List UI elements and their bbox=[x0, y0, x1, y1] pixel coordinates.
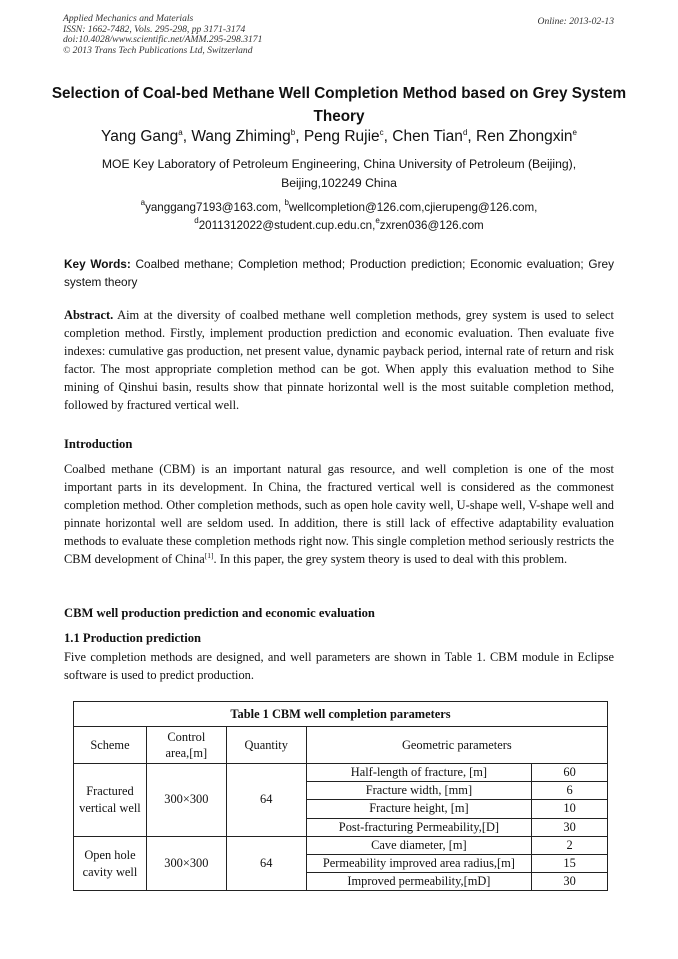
email-link[interactable]: yanggang7193@163.com, bbox=[145, 201, 285, 214]
author-emails bbox=[60, 199, 618, 235]
author-separator: , bbox=[295, 128, 304, 145]
control-area-cell: 300×300 bbox=[146, 764, 226, 837]
param-name-cell: Improved permeability,[mD] bbox=[306, 873, 531, 891]
scheme-cell bbox=[74, 764, 147, 837]
author-separator: , bbox=[383, 128, 393, 145]
citation-ref[interactable]: [1] bbox=[204, 551, 214, 561]
param-name-cell: Cave diameter, [m] bbox=[306, 836, 531, 854]
param-value-cell: 30 bbox=[532, 873, 608, 891]
parameters-table bbox=[73, 701, 608, 891]
email-mark: a bbox=[140, 198, 146, 207]
email-link[interactable]: wellcompletion@126.com,cjierupeng@126.com, bbox=[288, 201, 538, 214]
header-geometric-parameters: Geometric parameters bbox=[306, 727, 607, 764]
param-name-cell: Permeability improved area radius,[m] bbox=[306, 854, 531, 872]
param-name-cell: Fracture width, [mm] bbox=[306, 782, 531, 800]
introduction-heading: Introduction bbox=[64, 437, 133, 451]
email-mark: e bbox=[375, 216, 380, 225]
copyright-line: © 2013 Trans Tech Publications Ltd, Switzerland bbox=[63, 44, 253, 56]
abstract-label: Abstract. bbox=[64, 308, 114, 322]
table-header-row bbox=[74, 727, 608, 764]
affiliation bbox=[60, 155, 618, 192]
abstract-text: Aim at the diversity of coalbed methane well completion methods, grey system is used to select completion method. Firstly, implement production prediction and economic evaluation. Then evaluate five indexes: cumulative gas production, net present value, dynamic payback period, internal rate of return and risk factor. The most appropriate completion method can be got. When apply this evaluation method to Sihe mining of Qinshui basin, results show that pinnate horizontal well is the most suitable completion method, followed by fractured vertical well. bbox=[64, 308, 614, 413]
author-affil-mark: e bbox=[572, 128, 577, 137]
doi-line: doi:10.4028/www.scientific.net/AMM.295-298.3171 bbox=[63, 34, 263, 46]
header-quantity: Quantity bbox=[226, 727, 306, 764]
online-date: Online: 2013-02-13 bbox=[537, 16, 614, 27]
table-row bbox=[74, 764, 608, 782]
header-control-area bbox=[146, 727, 226, 764]
param-value-cell: 30 bbox=[532, 818, 608, 836]
table-row bbox=[74, 836, 608, 854]
control-area-cell: 300×300 bbox=[146, 836, 226, 891]
scheme-line1: Open hole bbox=[84, 847, 136, 862]
scheme-cell bbox=[74, 836, 147, 891]
header-scheme: Scheme bbox=[74, 727, 147, 764]
introduction-text bbox=[64, 460, 614, 568]
param-name-cell: Half-length of fracture, [m] bbox=[306, 764, 531, 782]
author-name: Ren Zhongxin bbox=[476, 128, 573, 145]
author-separator: , bbox=[182, 128, 192, 145]
email-mark: b bbox=[284, 198, 289, 207]
author-affil-mark: d bbox=[462, 128, 468, 137]
quantity-cell: 64 bbox=[226, 764, 306, 837]
table-caption-row bbox=[74, 702, 608, 727]
author-name: Chen Tian bbox=[392, 128, 463, 145]
param-name-cell: Fracture height, [m] bbox=[306, 800, 531, 818]
section-heading: CBM well production prediction and economic evaluation bbox=[64, 606, 375, 620]
param-name-cell: Post-fracturing Permeability,[D] bbox=[306, 818, 531, 836]
section-text: Five completion methods are designed, and well parameters are shown in Table 1. CBM module in Eclipse software is used to predict production. bbox=[64, 650, 614, 683]
table-caption: Table 1 CBM well completion parameters bbox=[74, 702, 608, 727]
quantity-cell: 64 bbox=[226, 836, 306, 891]
introduction-body-end: . In this paper, the grey system theory is used to deal with this problem. bbox=[213, 552, 568, 567]
author-name: Wang Zhiming bbox=[191, 128, 291, 145]
author-affil-mark: a bbox=[178, 128, 183, 137]
keywords-label: Key Words: bbox=[64, 257, 131, 271]
param-value-cell: 6 bbox=[532, 782, 608, 800]
author-affil-mark: b bbox=[290, 128, 296, 137]
paper-title: Selection of Coal-bed Methane Well Completion Method based on Grey System Theory bbox=[51, 85, 627, 125]
scheme-line2: vertical well bbox=[79, 800, 141, 815]
param-value-cell: 15 bbox=[532, 854, 608, 872]
email-mark: d bbox=[194, 216, 199, 225]
email-link[interactable]: 2011312022@student.cup.edu.cn, bbox=[198, 219, 376, 232]
author-separator: , bbox=[467, 128, 477, 145]
author-name: Peng Rujie bbox=[303, 128, 380, 145]
affiliation-line-2: Beijing,102249 China bbox=[281, 175, 397, 190]
author-list bbox=[40, 127, 638, 147]
email-line-1 bbox=[60, 199, 618, 217]
affiliation-line-1: MOE Key Laboratory of Petroleum Engineering, China University of Petroleum (Beijing), bbox=[101, 157, 577, 171]
subsection-heading: 1.1 Production prediction bbox=[64, 631, 202, 645]
scheme-line1: Fractured bbox=[86, 783, 134, 798]
author-name: Yang Gang bbox=[101, 128, 179, 145]
param-value-cell: 2 bbox=[532, 836, 608, 854]
journal-name: Applied Mechanics and Materials bbox=[63, 13, 194, 24]
abstract bbox=[64, 306, 614, 414]
introduction-body: Coalbed methane (CBM) is an important natural gas resource, and well completion is one of the most important parts in its development. In China, the fractured vertical well is considered as the commonest completion method. Other completion methods, such as open hole cavity well, U-shape well, V-shape well and pinnate horizontal well are seldom used. In addition, there is still lack of effective adaptability evaluation methods to evaluate these completion methods right now. This single completion method seriously restricts the CBM development of China bbox=[64, 462, 614, 567]
author-affil-mark: c bbox=[379, 128, 384, 137]
email-link[interactable]: zxren036@126.com bbox=[379, 219, 484, 232]
param-value-cell: 60 bbox=[532, 764, 608, 782]
header-control-area-line2: area,[m] bbox=[165, 746, 208, 760]
keywords bbox=[64, 256, 614, 291]
issn-line: ISSN: 1662-7482, Vols. 295-298, pp 3171-3174 bbox=[63, 23, 246, 35]
header-control-area-line1: Control bbox=[167, 730, 206, 744]
email-line-2 bbox=[60, 217, 618, 235]
param-value-cell: 10 bbox=[532, 800, 608, 818]
keywords-text: Coalbed methane; Completion method; Production prediction; Economic evaluation; Grey system theory bbox=[64, 257, 614, 289]
scheme-line2: cavity well bbox=[82, 864, 138, 879]
